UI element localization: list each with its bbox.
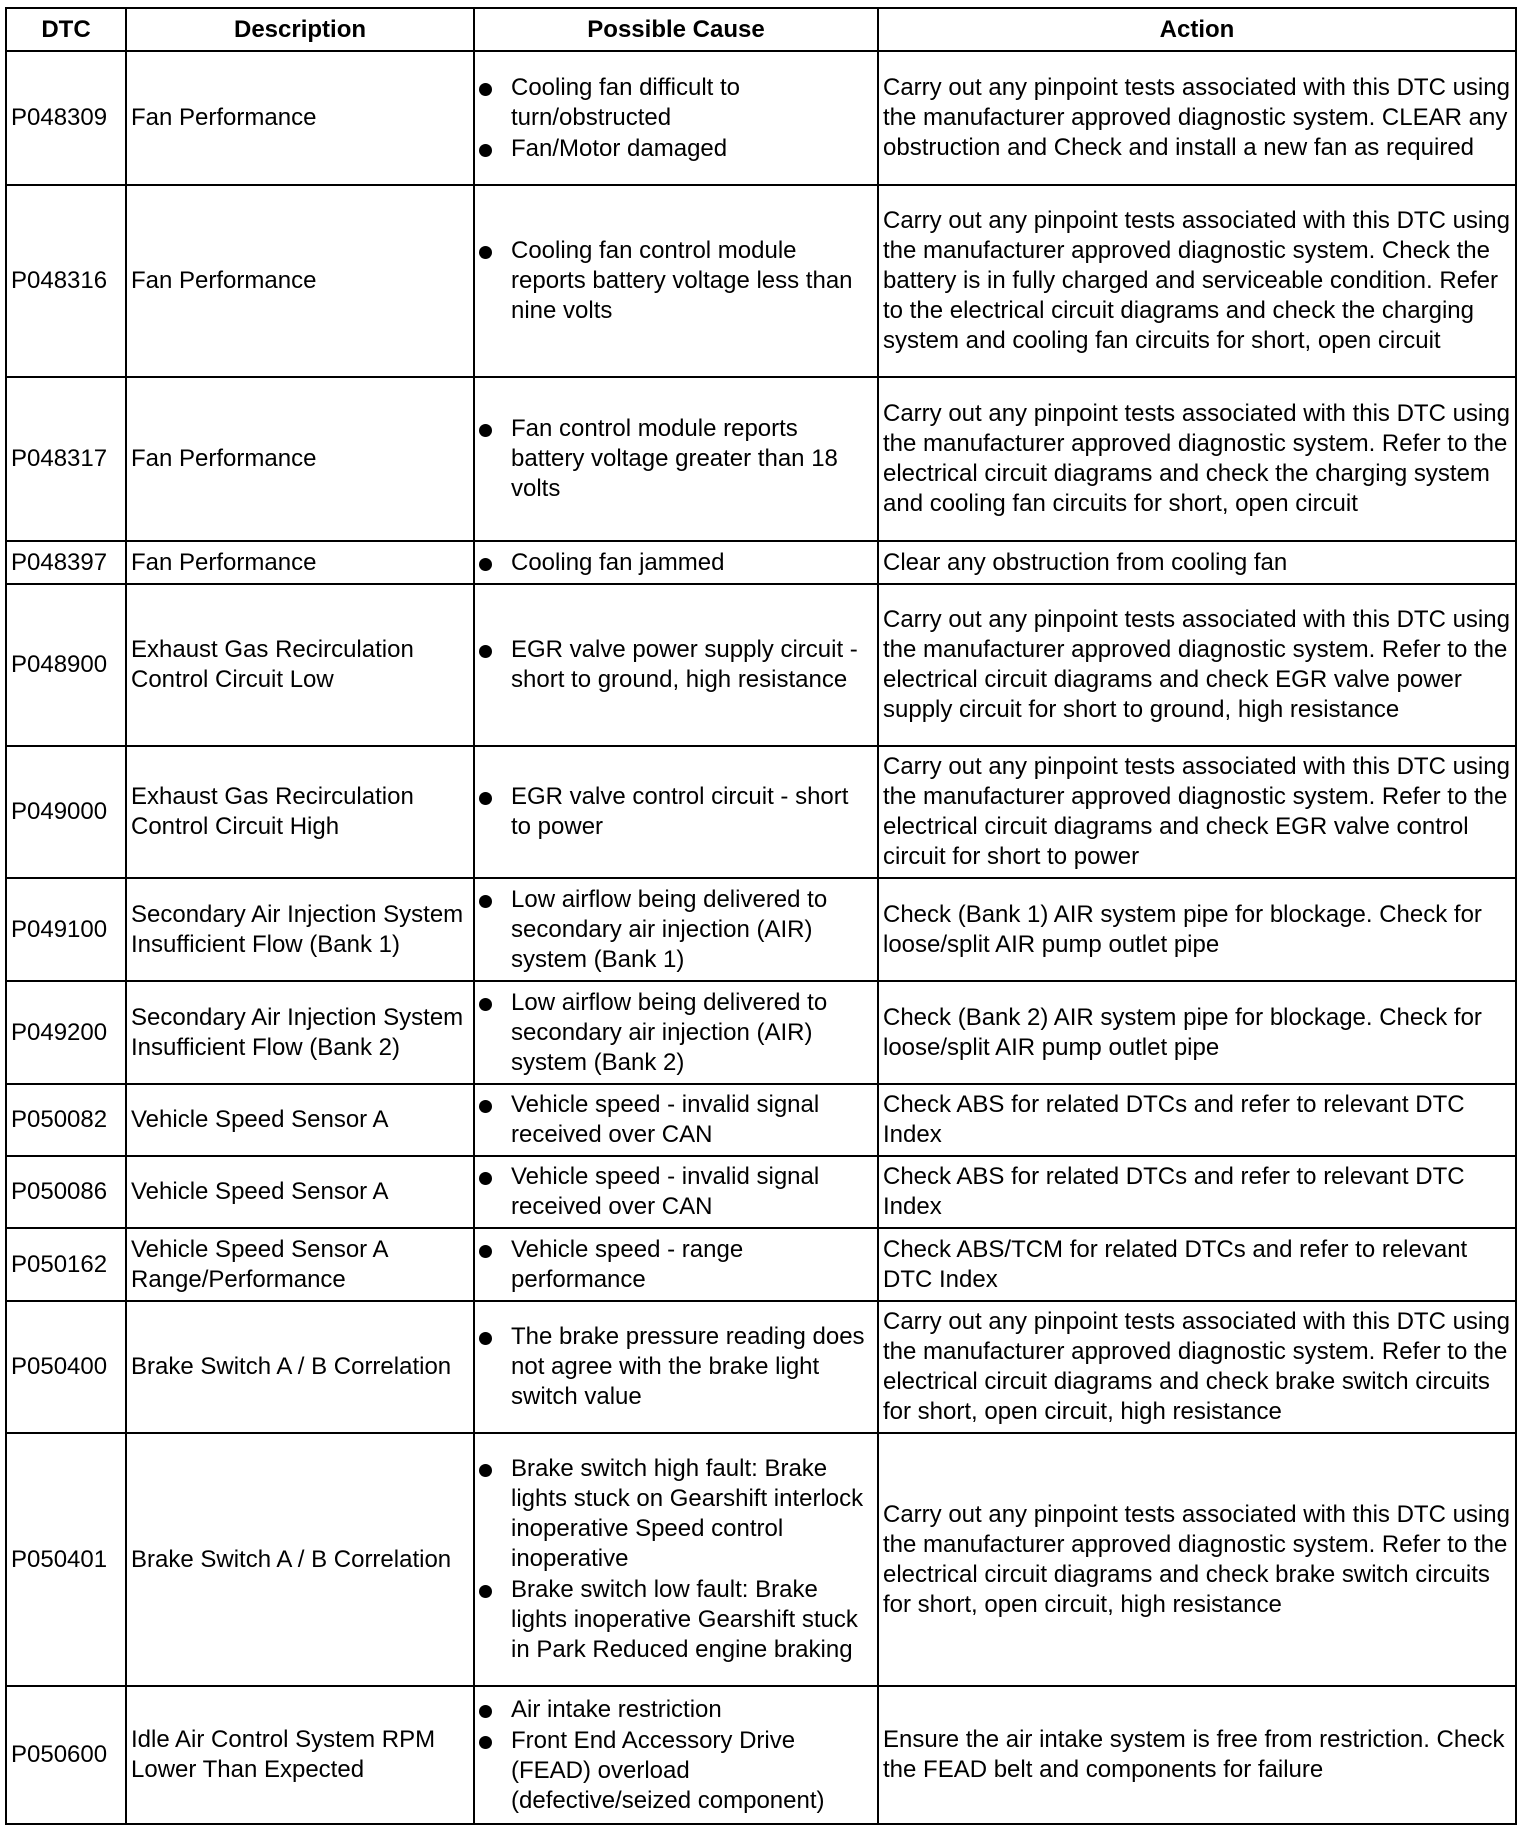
description-cell: Brake Switch A / B Correlation [126,1301,474,1433]
header-action: Action [878,8,1516,51]
cause-item: Low airflow being delivered to secondary air injection (AIR) system (Bank 2) [479,988,873,1078]
table-row [6,1084,1516,1156]
possible-cause-cell [474,185,878,377]
cause-list [479,1695,873,1816]
cause-item: Cooling fan control module reports battery voltage less than nine volts [479,236,873,326]
description-cell: Brake Switch A / B Correlation [126,1433,474,1686]
description-cell: Exhaust Gas Recirculation Control Circuit High [126,746,474,878]
dtc-code: P050400 [6,1301,126,1433]
cause-item: Vehicle speed - invalid signal received over CAN [479,1162,873,1222]
cause-list [479,885,873,975]
description-cell: Secondary Air Injection System Insufficient Flow (Bank 1) [126,878,474,981]
cause-list [479,414,873,504]
action-cell: Check ABS for related DTCs and refer to relevant DTC Index [878,1156,1516,1228]
description-cell: Secondary Air Injection System Insufficient Flow (Bank 2) [126,981,474,1084]
table-row [6,377,1516,541]
cause-list [479,73,873,164]
table-row [6,1156,1516,1228]
cause-item: Vehicle speed - range performance [479,1235,873,1295]
possible-cause-cell [474,51,878,185]
possible-cause-cell [474,1084,878,1156]
header-description: Description [126,8,474,51]
possible-cause-cell [474,1228,878,1301]
possible-cause-cell [474,1156,878,1228]
table-row [6,584,1516,746]
description-cell: Fan Performance [126,185,474,377]
action-cell: Check ABS/TCM for related DTCs and refer to relevant DTC Index [878,1228,1516,1301]
description-cell: Vehicle Speed Sensor A [126,1084,474,1156]
action-cell: Carry out any pinpoint tests associated with this DTC using the manufacturer approved diagnostic system. Refer to the electrical circuit diagrams and check the charging system and cooling fan circuits for short, open circuit [878,377,1516,541]
possible-cause-cell [474,1686,878,1824]
cause-list [479,1162,873,1222]
cause-list [479,236,873,326]
cause-list [479,1454,873,1665]
dtc-code: P048309 [6,51,126,185]
dtc-table [5,7,1517,1825]
cause-list [479,988,873,1078]
description-cell: Vehicle Speed Sensor A Range/Performance [126,1228,474,1301]
dtc-code: P048900 [6,584,126,746]
table-row [6,1433,1516,1686]
table-row [6,1228,1516,1301]
action-cell: Carry out any pinpoint tests associated with this DTC using the manufacturer approved diagnostic system. Refer to the electrical circuit diagrams and check EGR valve control circuit for short to power [878,746,1516,878]
action-cell: Ensure the air intake system is free from restriction. Check the FEAD belt and components for failure [878,1686,1516,1824]
table-row [6,981,1516,1084]
dtc-code: P050401 [6,1433,126,1686]
description-cell: Idle Air Control System RPM Lower Than Expected [126,1686,474,1824]
cause-list [479,1322,873,1412]
cause-item: EGR valve power supply circuit - short to ground, high resistance [479,635,873,695]
table-row [6,541,1516,584]
cause-item: Brake switch low fault: Brake lights inoperative Gearshift stuck in Park Reduced engine braking [479,1575,873,1665]
action-cell: Carry out any pinpoint tests associated with this DTC using the manufacturer approved diagnostic system. Refer to the electrical circuit diagrams and check brake switch circuits for short, open circuit, high resistance [878,1433,1516,1686]
header-row [6,8,1516,51]
dtc-code: P050600 [6,1686,126,1824]
action-cell: Check ABS for related DTCs and refer to relevant DTC Index [878,1084,1516,1156]
cause-item: Cooling fan jammed [479,548,873,578]
header-possible-cause: Possible Cause [474,8,878,51]
cause-item: The brake pressure reading does not agree with the brake light switch value [479,1322,873,1412]
dtc-code: P048316 [6,185,126,377]
cause-item: Fan/Motor damaged [479,134,873,164]
action-cell: Carry out any pinpoint tests associated with this DTC using the manufacturer approved diagnostic system. CLEAR any obstruction and Check and install a new fan as required [878,51,1516,185]
cause-list [479,548,873,578]
description-cell: Fan Performance [126,541,474,584]
possible-cause-cell [474,746,878,878]
table-row [6,746,1516,878]
dtc-code: P048317 [6,377,126,541]
possible-cause-cell [474,981,878,1084]
possible-cause-cell [474,377,878,541]
possible-cause-cell [474,878,878,981]
dtc-code: P049000 [6,746,126,878]
cause-item: Vehicle speed - invalid signal received over CAN [479,1090,873,1150]
cause-item: Cooling fan difficult to turn/obstructed [479,73,873,133]
cause-item: Fan control module reports battery voltage greater than 18 volts [479,414,873,504]
description-cell: Fan Performance [126,51,474,185]
dtc-code: P050162 [6,1228,126,1301]
dtc-code: P049100 [6,878,126,981]
description-cell: Exhaust Gas Recirculation Control Circuit Low [126,584,474,746]
table-row [6,1301,1516,1433]
cause-item: Front End Accessory Drive (FEAD) overload (defective/seized component) [479,1726,873,1816]
possible-cause-cell [474,1301,878,1433]
possible-cause-cell [474,1433,878,1686]
possible-cause-cell [474,541,878,584]
action-cell: Check (Bank 1) AIR system pipe for blockage. Check for loose/split AIR pump outlet pipe [878,878,1516,981]
table-row [6,51,1516,185]
table-row [6,1686,1516,1824]
description-cell: Vehicle Speed Sensor A [126,1156,474,1228]
table-body [6,51,1516,1824]
table-row [6,185,1516,377]
cause-list [479,1235,873,1295]
action-cell: Clear any obstruction from cooling fan [878,541,1516,584]
dtc-code: P050086 [6,1156,126,1228]
cause-list [479,635,873,695]
action-cell: Carry out any pinpoint tests associated with this DTC using the manufacturer approved diagnostic system. Refer to the electrical circuit diagrams and check brake switch circuits for short, open circuit, high resistance [878,1301,1516,1433]
cause-list [479,1090,873,1150]
cause-item: Brake switch high fault: Brake lights stuck on Gearshift interlock inoperative Speed control inoperative [479,1454,873,1574]
dtc-code: P049200 [6,981,126,1084]
action-cell: Check (Bank 2) AIR system pipe for blockage. Check for loose/split AIR pump outlet pipe [878,981,1516,1084]
action-cell: Carry out any pinpoint tests associated with this DTC using the manufacturer approved diagnostic system. Check the battery is in fully charged and serviceable condition. Refer to the electrical circuit diagrams and check the charging system and cooling fan circuits for short, open circuit [878,185,1516,377]
dtc-code: P050082 [6,1084,126,1156]
possible-cause-cell [474,584,878,746]
cause-item: EGR valve control circuit - short to power [479,782,873,842]
cause-item: Air intake restriction [479,1695,873,1725]
cause-item: Low airflow being delivered to secondary air injection (AIR) system (Bank 1) [479,885,873,975]
cause-list [479,782,873,842]
table-row [6,878,1516,981]
dtc-code: P048397 [6,541,126,584]
description-cell: Fan Performance [126,377,474,541]
header-dtc: DTC [6,8,126,51]
action-cell: Carry out any pinpoint tests associated with this DTC using the manufacturer approved diagnostic system. Refer to the electrical circuit diagrams and check EGR valve power supply circuit for short to ground, high resistance [878,584,1516,746]
